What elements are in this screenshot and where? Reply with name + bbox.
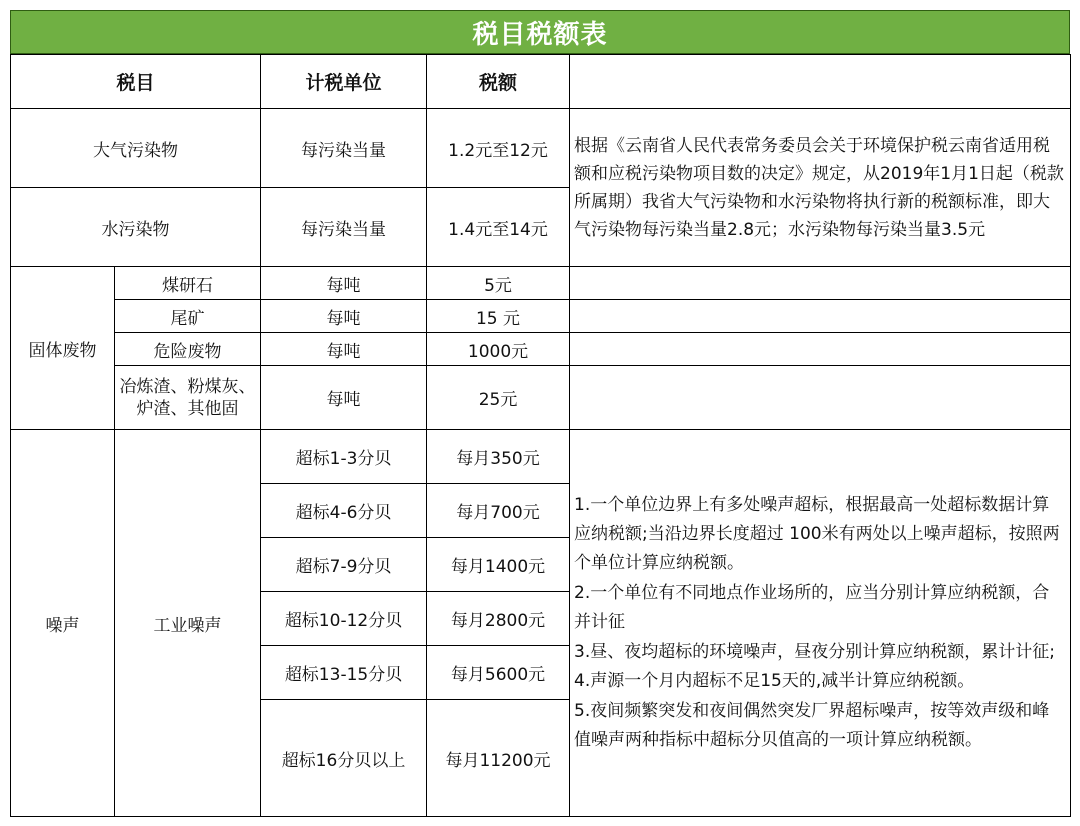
header-note (570, 55, 1071, 109)
header-amount: 税额 (427, 55, 570, 109)
table-row (11, 430, 1071, 484)
noise-note: 5.夜间频繁突发和夜间偶然突发厂界超标噪声，按等效声级和峰值噪声两种指标中超标分贝值高的一项计算应纳税额。 (574, 700, 1050, 750)
water-unit: 每污染当量 (261, 188, 427, 267)
air-amount: 1.2元至12元 (427, 109, 570, 188)
empty-note (570, 333, 1071, 366)
noise-note: 4.声源一个月内超标不足15天的,减半计算应纳税额。 (574, 671, 975, 692)
solid-amount: 15 元 (427, 300, 570, 333)
table-row (11, 366, 1071, 430)
header-row (11, 55, 1071, 109)
noise-amount: 每月1400元 (427, 538, 570, 592)
solid-amount: 5元 (427, 267, 570, 300)
noise-amount: 每月5600元 (427, 646, 570, 700)
solid-unit: 每吨 (261, 300, 427, 333)
air-unit: 每污染当量 (261, 109, 427, 188)
table-row (11, 109, 1071, 188)
noise-category: 噪声 (11, 430, 115, 817)
noise-amount: 每月11200元 (427, 700, 570, 817)
noise-unit: 超标7-9分贝 (261, 538, 427, 592)
solid-amount: 25元 (427, 366, 570, 430)
solid-amount: 1000元 (427, 333, 570, 366)
header-unit: 计税单位 (261, 55, 427, 109)
header-item: 税目 (11, 55, 261, 109)
noise-subcategory: 工业噪声 (115, 430, 261, 817)
table-row (11, 267, 1071, 300)
solid-unit: 每吨 (261, 333, 427, 366)
water-amount: 1.4元至14元 (427, 188, 570, 267)
table-row (11, 333, 1071, 366)
noise-amount: 每月2800元 (427, 592, 570, 646)
empty-note (570, 366, 1071, 430)
noise-unit: 超标16分贝以上 (261, 700, 427, 817)
empty-note (570, 267, 1071, 300)
noise-note: 2.一个单位有不同地点作业场所的，应当分别计算应纳税额，合并计征 (574, 582, 1050, 633)
solid-name: 煤研石 (115, 267, 261, 300)
noise-note: 3.昼、夜均超标的环境噪声，昼夜分别计算应纳税额，累计计征; (574, 641, 1055, 662)
solid-name: 冶炼渣、粉煤灰、炉渣、其他固 (115, 366, 261, 430)
solid-name: 危险废物 (115, 333, 261, 366)
water-name: 水污染物 (11, 188, 261, 267)
solid-category: 固体废物 (11, 267, 115, 430)
noise-amount: 每月700元 (427, 484, 570, 538)
noise-unit: 超标1-3分贝 (261, 430, 427, 484)
air-water-note: 根据《云南省人民代表常务委员会关于环境保护税云南省适用税额和应税污染物项目数的决定》规定，从2019年1月1日起（税款所属期）我省大气污染物和水污染物将执行新的税额标准，即大气污染物每污染当量2.8元；水污染物每污染当量3.5元 (570, 109, 1071, 267)
noise-amount: 每月350元 (427, 430, 570, 484)
solid-unit: 每吨 (261, 267, 427, 300)
table-row (11, 300, 1071, 333)
noise-note: 1.一个单位边界上有多处噪声超标，根据最高一处超标数据计算应纳税额;当沿边界长度超过 100米有两处以上噪声超标，按照两个单位计算应纳税额。 (574, 494, 1060, 574)
solid-name: 尾矿 (115, 300, 261, 333)
noise-unit: 超标10-12分贝 (261, 592, 427, 646)
air-name: 大气污染物 (11, 109, 261, 188)
solid-unit: 每吨 (261, 366, 427, 430)
table-title: 税目税额表 (10, 10, 1070, 54)
noise-unit: 超标4-6分贝 (261, 484, 427, 538)
tax-rate-table (10, 54, 1071, 817)
noise-unit: 超标13-15分贝 (261, 646, 427, 700)
empty-note (570, 300, 1071, 333)
noise-notes (570, 430, 1071, 817)
